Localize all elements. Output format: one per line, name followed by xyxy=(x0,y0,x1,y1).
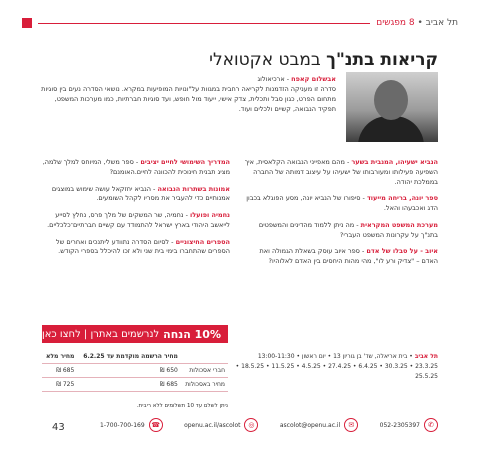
phone-icon: ☎ xyxy=(149,418,163,432)
whatsapp-icon: ✆ xyxy=(424,418,438,432)
price-table xyxy=(42,350,228,392)
schedule-dates: 23.3.25 • 30.3.25 • 6.4.25 • 27.4.25 • 4.5.25 • 11.5.25 • 18.5.25 • 25.5.25 xyxy=(235,363,438,381)
footer-phone[interactable]: ✆ 052-2305397 xyxy=(380,418,438,432)
topic-item: הספרים החיצוניים - לסיום הסדרה נתוודע ליתנכים ואחרים של הספרים שהתחברו בימי בית שני ולא זכו להיכלל בספרי הקודש. xyxy=(56,237,230,256)
topic-item: מערכת המשפט המקראית - מה ניתן ללמוד מהדינים והמשפטים בתנ"ך על עקרונות המשפט העברי? xyxy=(258,220,438,239)
topic-item: אמונות בשתרות הנבואה - הנביא יחזקאל עושה שימוש במוצגים אמנותיים כדי להעביר את מסריו לקהל השומעים. xyxy=(51,184,230,203)
lecturer-photo xyxy=(346,72,438,142)
topic-item: נחמיה ופועלו - נחמיה, שר המשקים של מלך פרס, נחלץ לסייע לייאשב היהודי בארץ ישראל להתמודד עם קשיים חברתיים־כלכליים. xyxy=(47,211,230,229)
email-icon: ✉ xyxy=(344,418,358,432)
table-row: חברי אסכולות 650 ₪ 685 ₪ xyxy=(42,364,228,378)
series-description: סדרה זו מעניקה הזדמנות לקריאה רחבית במגוות על"ונויות המופיעות במקרא. נושאי הסדרה נעים בין סוגיות מתחום הפרט, כגון סבל ותכלית, צדק אישי, ייעוד מול חופש, ועד סוגיות חברתיות, כמו מערכות המשפט, תפקיד הנבואה, קשיים ולכלים ועוד. xyxy=(41,85,336,114)
schedule-city: תל אביב xyxy=(414,353,438,360)
footer-tel[interactable]: ☎ 1-700-700-169 xyxy=(100,418,163,432)
topic-item: ספר יונה, בריחה מייעוד - סיפורו של הנביא יונה, מסע הפוגלא בכבון הדג ואכבעהו והאל. xyxy=(246,194,438,212)
topics-right-column xyxy=(243,158,438,274)
contact-footer xyxy=(100,414,438,436)
discount-cta[interactable]: לנרשמים באתרן | לחצו כאן xyxy=(42,328,160,340)
header-line xyxy=(38,23,370,24)
page-title: קריאות בתנ"ך במבט אקטואלי xyxy=(209,50,438,70)
lecturer-bio: אבשלום קאפח - ארכיאולוג סדרה זו מעניקה הזדמנות לקריאה רחבית במגוות על"ונויות המופיעות במקרא. נושאי הסדרה נעים בין סוגיות מתחום הפרט, כגון סבל ותכלית, צדק אישי, ייעוד מול חופש, ועד סוגיות חברתיות, כמו מערכות המשפט, תפקיד הנבואה, קשיים ולכלים ועוד. xyxy=(41,75,336,114)
page-number: 43 xyxy=(52,422,65,433)
globe-icon: ◎ xyxy=(244,418,258,432)
topics-left-column xyxy=(35,158,230,264)
schedule xyxy=(228,352,438,383)
page-header xyxy=(22,15,458,31)
table-row: מחיר באסכולות 685 ₪ 725 ₪ xyxy=(42,378,228,392)
footer-email[interactable]: ✉ ascolot@openu.ac.il xyxy=(280,418,358,432)
header-text: תל אביב • 8 מפגשים xyxy=(376,18,458,28)
table-header-row: מחיר הרשמה מוקדמת עד 6.2.25 מחיר מלא xyxy=(42,350,228,364)
topic-item: הנביא ישעיהו, המנבית בשער - מהם מאפייני הנבואה הקלאסית, איך השפיעה פעילותו ומעורבותו של ישעיהו על עיצוב דמותה של החברה בממלכת יהודה. xyxy=(244,158,438,186)
header-square xyxy=(22,18,32,28)
discount-banner[interactable] xyxy=(42,325,228,343)
discount-amount: 10% הנחה xyxy=(163,327,221,341)
footer-website[interactable]: ◎ openu.ac.il/ascolot xyxy=(184,418,258,432)
lecturer-name: אבשלום קאפח xyxy=(291,75,336,83)
schedule-details: • בית אריאלה, שד' בן גוריון 13 • יום ראשון • 13:00-11:30 xyxy=(257,353,415,360)
payment-note: ניתן לשלם עד 10 תשלומים ללא ריבית. xyxy=(136,403,228,409)
topic-item: המדריך השימושי לחיים יציבים - ספר משלי, המיוחס למלך שלמה, מציג תבנית חינוכית להכוונה לחיים.האומנם? xyxy=(42,158,230,176)
topic-item: איוב - על סבלו של אדם - ספר איוב עוסק בשאלת הגמולה ואת האדם – "צדיק ורע לו", מהי מהות היחסים בין האדם לאלוהיו? xyxy=(259,247,438,265)
